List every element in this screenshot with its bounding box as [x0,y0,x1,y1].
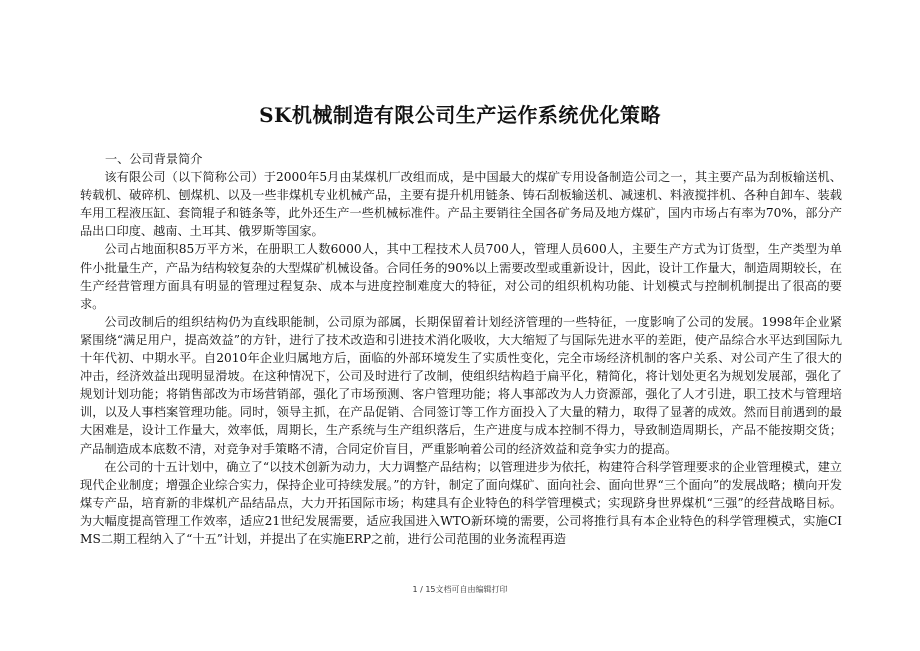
section-heading: 一、公司背景简介 [105,152,203,166]
paragraph-restructuring: 公司改制后的组织结构仍为直线职能制，公司原为部属，长期保留着计划经济管理的一些特征，一度影响了公司的发展。1998年企业紧紧围绕“满足用户，提高效益”的方针，进行了技术改造和引进技术消化吸收，大大缩短了与国际先进水平的差距，使产品综合水平达到国际九十年代初、中期水平。自2010年企业归属地方后，面临的外部环境发生了实质性变化，完全市场经济机制的客户关系、对公司产生了很大的冲击，经济效益出现明显滑坡。在这种情况下，公司及时进行了改制，使组织结构趋于扁平化，精简化，将计划处更名为规划发展部，强化了规划计划功能；将销售部改为市场营销部，强化了市场预测、客户管理功能；将人事部改为人力资源部，强化了人才引进，职工技术与管理培训，以及人事档案管理功能。同时，领导主抓，在产品促销、合同签订等工作方面投入了大量的精力，取得了显著的成效。然而目前遇到的最大困难是，设计工作量大，效率低，周期长，生产系统与生产组织落后，生产进度与成本控制不得力，导致制造周期长，产品不能按期交货；产品制造成本底数不清，对竞争对手策略不清，合同定价盲目，严重影响着公司的经济效益和竞争实力的提高。 [80,314,842,456]
paragraph-company-scale: 公司占地面积85万平方米，在册职工人数6000人，其中工程技术人员700人，管理人员600人，主要生产方式为订货型，生产类型为单件小批量生产，产品为结构较复杂的大型煤矿机械设备。合同任务的90%以上需要改型或重新设计，因此，设计工作量大，制造周期较长，在生产经营管理方面具有明显的管理过程复杂、成本与进度控制难度大的特征，对公司的组织机构功能、计划模式与控制机制提出了很高的要求。 [80,242,842,311]
document-title: SK机械制造有限公司生产运作系统优化策略 [259,103,661,127]
page-footer: 1 / 15文档可自由编辑打印 [412,585,508,594]
document-body [80,150,842,548]
paragraph-company-overview: 该有限公司（以下简称公司）于2000年5月由某煤机厂改组而成，是中国最大的煤矿专用设备制造公司之一，其主要产品为刮板输送机、转载机、破碎机、刨煤机、以及一些非煤机专业机械产品，主要有提升机用链条、铸石刮板输送机、减速机、料液搅拌机、各种自卸车、装载车用工程液压缸、套筒辊子和链条等，此外还生产一些机械标准件。产品主要销往全国各矿务局及地方煤矿，国内市场占有率为70%，部分产品出口印度、越南、土耳其、俄罗斯等国家。 [80,170,842,239]
paragraph-five-year-plan: 在公司的十五计划中，确立了“以技术创新为动力，大力调整产品结构；以管理进步为依托，构建符合科学管理要求的企业管理模式，建立现代企业制度；增强企业综合实力，保持企业可持续发展。”的方针，制定了面向煤矿、面向社会、面向世界“三个面向”的发展战略；横向开发煤专产品，培育新的非煤机产品结品点，大力开拓国际市场；构建具有企业特色的科学管理模式；实现跻身世界煤机“三强”的经营战略目标。为大幅度提高管理工作效率，适应21世纪发展需要，适应我国进入WTO新环境的需要，公司将推行具有本企业特色的科学管理模式，实施CIMS二期工程纳入了“十五”计划，并提出了在实施ERP之前，进行公司范围的业务流程再造 [80,459,842,546]
